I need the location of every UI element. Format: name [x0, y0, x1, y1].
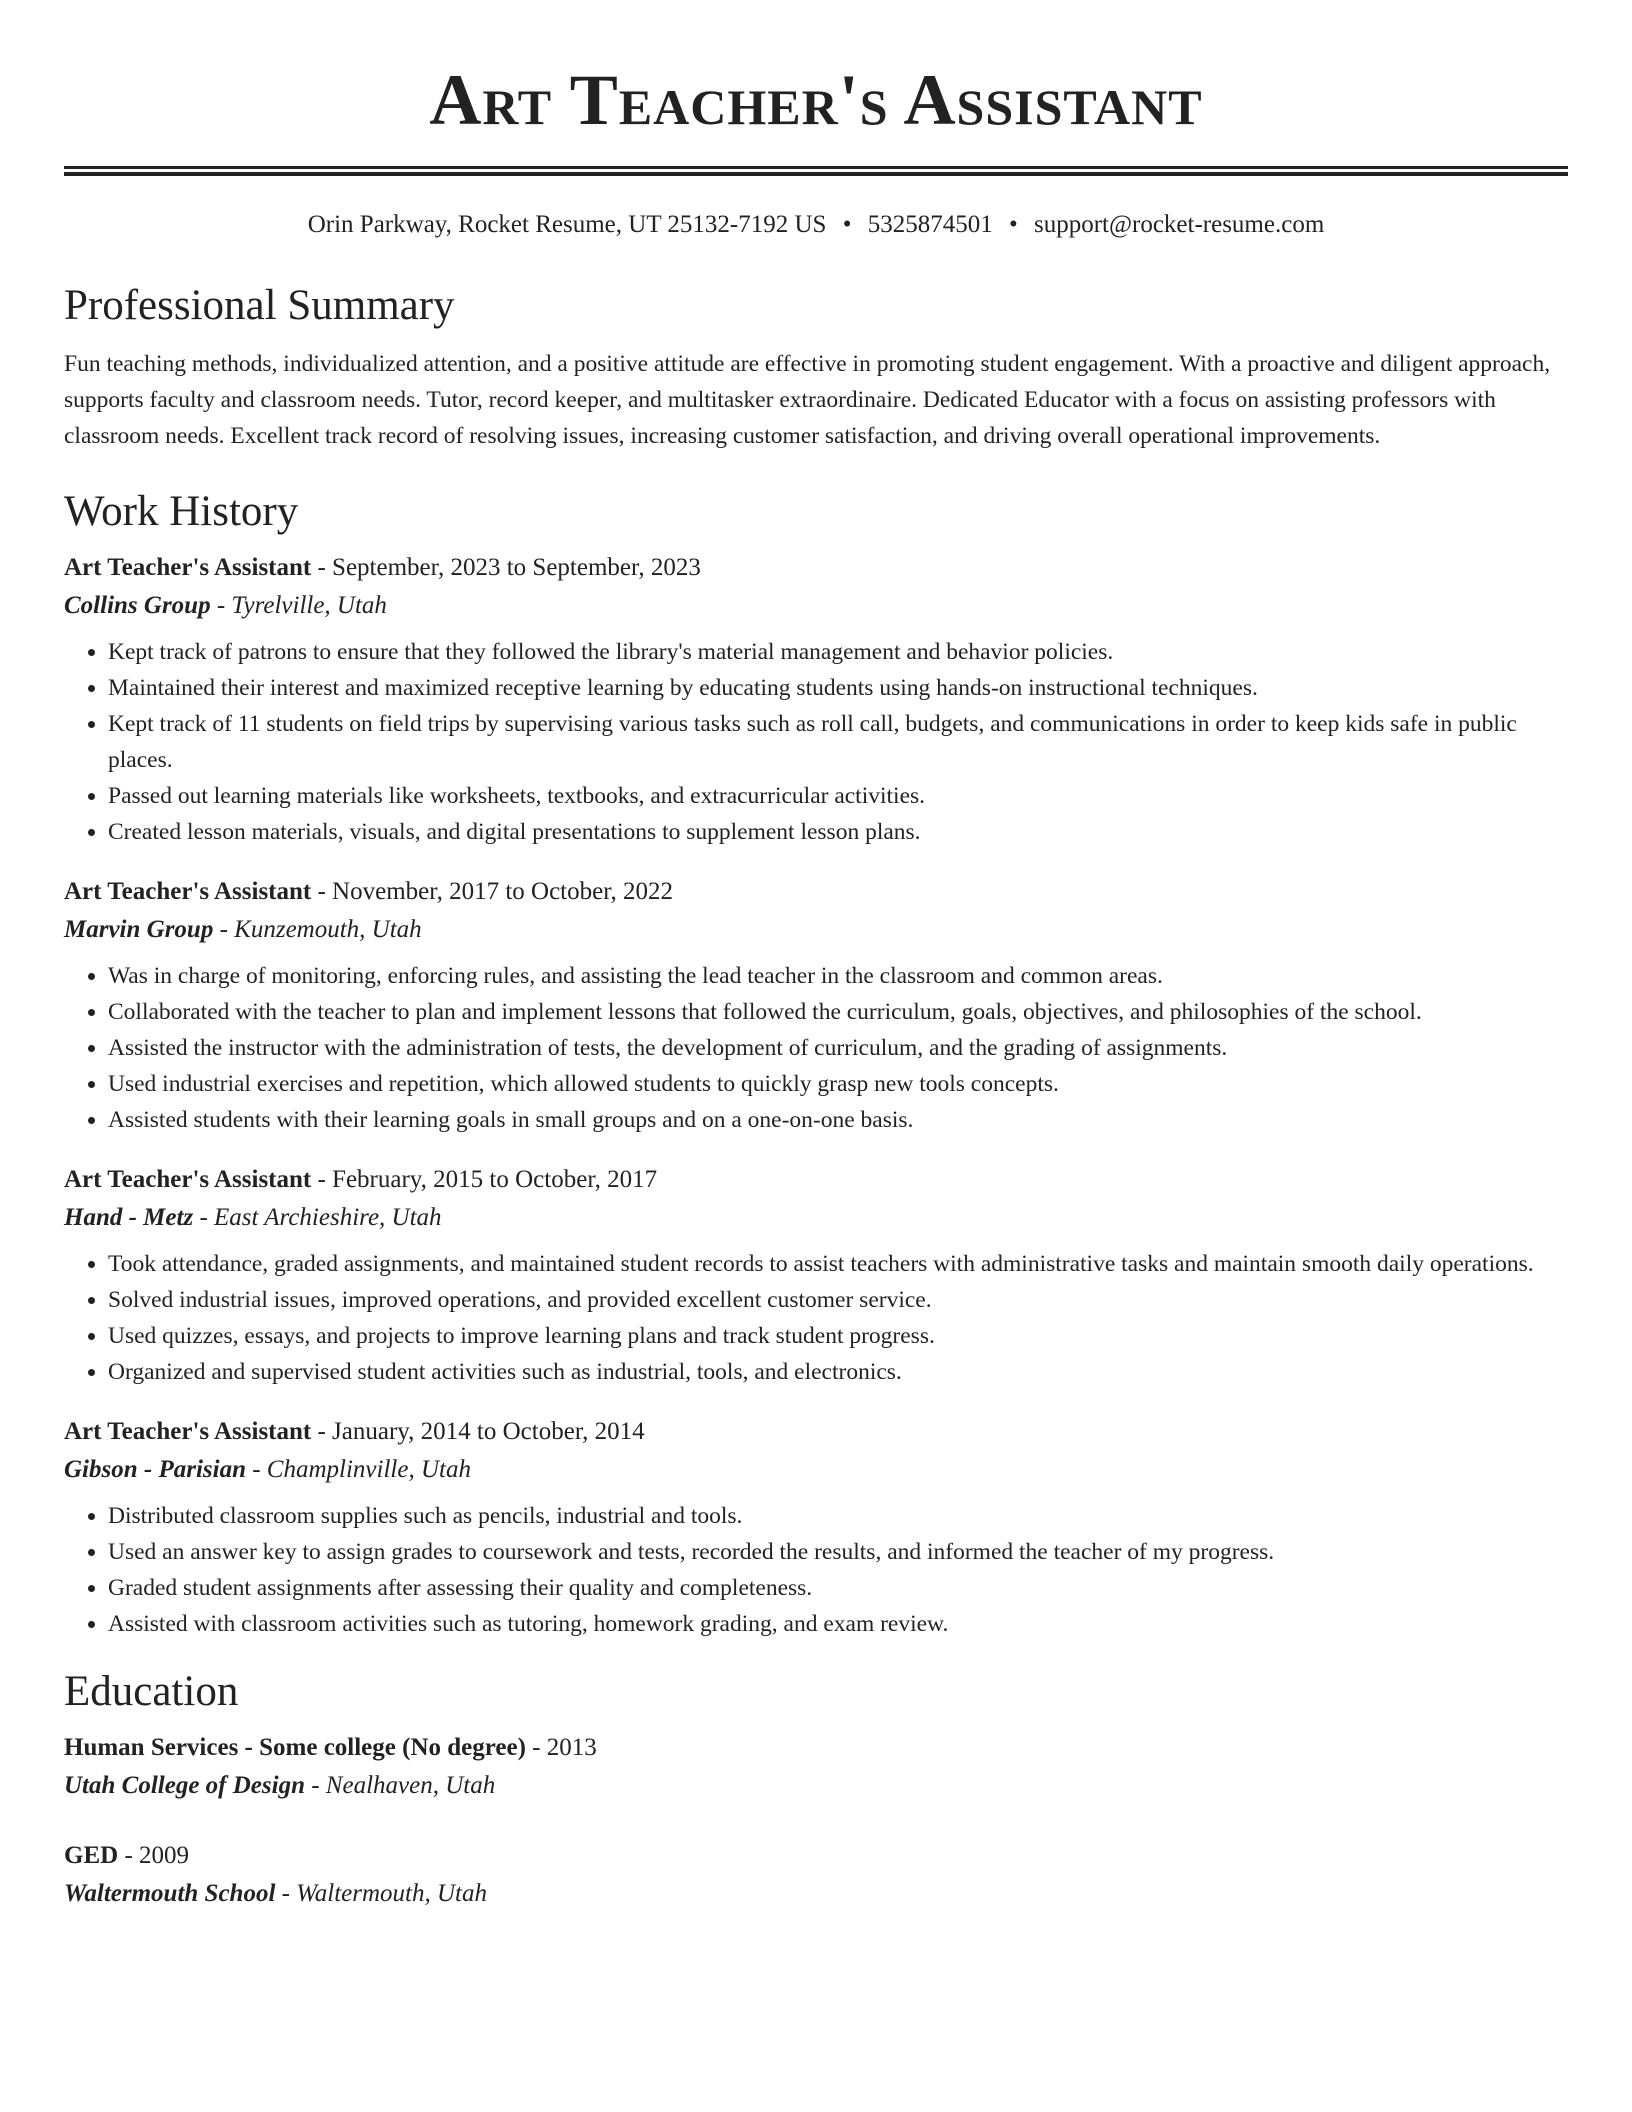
job-company: Gibson - Parisian — [64, 1456, 246, 1483]
education-year: - 2013 — [525, 1734, 597, 1761]
contact-email: support@rocket-resume.com — [1033, 211, 1325, 238]
resume-name: Art Teacher's Assistant — [429, 60, 1203, 140]
job-heading — [64, 1414, 1568, 1450]
job-duty-item: • Assisted the instructor with the administration of tests, the development of curriculum, and the grading of assignments. — [108, 1030, 1568, 1066]
education-school: Utah College of Design — [64, 1772, 305, 1799]
education-school-line — [64, 1766, 1568, 1806]
job-duties-list — [64, 634, 1568, 850]
job-duty-item: • Used industrial exercises and repetition, which allowed students to quickly grasp new tools concepts. — [108, 1066, 1568, 1102]
job-duty-item: • Distributed classroom supplies such as pencils, industrial and tools. — [108, 1498, 1568, 1534]
job-location: - East Archieshire, Utah — [193, 1204, 442, 1231]
job-entry — [64, 874, 1568, 1138]
job-company: Collins Group — [64, 592, 211, 619]
contact-line — [64, 210, 1568, 240]
job-heading — [64, 550, 1568, 586]
job-employer-line — [64, 910, 1568, 950]
job-location: - Tyrelville, Utah — [210, 592, 387, 619]
work-history-list — [64, 550, 1568, 1642]
job-duty-item: • Took attendance, graded assignments, and maintained student records to assist teachers with administrative tasks and maintain smooth daily operations. — [108, 1246, 1568, 1282]
job-duty-item: • Assisted students with their learning goals in small groups and on a one-on-one basis. — [108, 1102, 1568, 1138]
contact-phone: 5325874501 — [867, 211, 993, 238]
education-degree: GED — [64, 1842, 119, 1869]
job-duty-item: • Solved industrial issues, improved operations, and provided excellent customer service. — [108, 1282, 1568, 1318]
job-entry — [64, 550, 1568, 850]
job-duties-list — [64, 1246, 1568, 1390]
job-dates: - January, 2014 to October, 2014 — [311, 1418, 645, 1445]
job-duty-item: • Created lesson materials, visuals, and digital presentations to supplement lesson plans. — [108, 814, 1568, 850]
contact-address: Orin Parkway, Rocket Resume, UT 25132-7192 US — [307, 211, 827, 238]
job-company: Hand - Metz — [64, 1204, 194, 1231]
education-location: - Waltermouth, Utah — [275, 1880, 487, 1907]
job-entry — [64, 1162, 1568, 1390]
job-employer-line — [64, 1198, 1568, 1238]
header-double-rule — [64, 166, 1568, 176]
job-duty-item: • Used quizzes, essays, and projects to improve learning plans and track student progress. — [108, 1318, 1568, 1354]
job-heading — [64, 874, 1568, 910]
education-list — [64, 1730, 1568, 1914]
job-duty-item: • Kept track of 11 students on field trips by supervising various tasks such as roll call, budgets, and communications in order to keep kids safe in public places. — [108, 706, 1568, 778]
job-dates: - February, 2015 to October, 2017 — [311, 1166, 658, 1193]
job-dates: - September, 2023 to September, 2023 — [311, 554, 701, 581]
job-duties-list — [64, 958, 1568, 1138]
job-duty-item: • Collaborated with the teacher to plan and implement lessons that followed the curriculum, goals, objectives, and philosophies of the school. — [108, 994, 1568, 1030]
job-duty-item: • Kept track of patrons to ensure that they followed the library's material management and behavior policies. — [108, 634, 1568, 670]
education-entry — [64, 1838, 1568, 1914]
job-duty-item: • Graded student assignments after assessing their quality and completeness. — [108, 1570, 1568, 1606]
job-title: Art Teacher's Assistant — [64, 878, 312, 905]
job-heading — [64, 1162, 1568, 1198]
contact-separator: • — [1008, 211, 1018, 238]
job-location: - Champlinville, Utah — [245, 1456, 471, 1483]
education-heading-line — [64, 1838, 1568, 1874]
education-heading-line — [64, 1730, 1568, 1766]
job-duty-item: • Maintained their interest and maximized receptive learning by educating students using hands-on instructional techniques. — [108, 670, 1568, 706]
summary-heading: Professional Summary — [64, 282, 455, 329]
education-year: - 2009 — [118, 1842, 190, 1869]
job-dates: - November, 2017 to October, 2022 — [311, 878, 674, 905]
job-employer-line — [64, 586, 1568, 626]
job-duty-item: • Organized and supervised student activities such as industrial, tools, and electronics. — [108, 1354, 1568, 1390]
education-entry — [64, 1730, 1568, 1806]
job-duty-item: • Was in charge of monitoring, enforcing rules, and assisting the lead teacher in the classroom and common areas. — [108, 958, 1568, 994]
job-duty-item: • Assisted with classroom activities such as tutoring, homework grading, and exam review. — [108, 1606, 1568, 1642]
job-entry — [64, 1414, 1568, 1642]
job-company: Marvin Group — [64, 916, 214, 943]
job-duty-item: • Used an answer key to assign grades to coursework and tests, recorded the results, and informed the teacher of my progress. — [108, 1534, 1568, 1570]
work-history-heading: Work History — [64, 488, 299, 535]
job-title: Art Teacher's Assistant — [64, 554, 312, 581]
job-location: - Kunzemouth, Utah — [213, 916, 422, 943]
job-duty-item: • Passed out learning materials like worksheets, textbooks, and extracurricular activities. — [108, 778, 1568, 814]
job-duties-list — [64, 1498, 1568, 1642]
job-title: Art Teacher's Assistant — [64, 1166, 312, 1193]
education-school: Waltermouth School — [64, 1880, 276, 1907]
contact-separator: • — [842, 211, 852, 238]
education-degree: Human Services - Some college (No degree) — [64, 1734, 526, 1761]
education-school-line — [64, 1874, 1568, 1914]
job-employer-line — [64, 1450, 1568, 1490]
education-heading: Education — [64, 1668, 239, 1715]
job-title: Art Teacher's Assistant — [64, 1418, 312, 1445]
summary-text: Fun teaching methods, individualized attention, and a positive attitude are effective in promoting student engagement. With a proactive and diligent approach, supports faculty and classroom needs. Tutor, record keeper, and multitasker extraordinaire. Dedicated Educator with a focus on assisting professors with classroom needs. Excellent track record of resolving issues, increasing customer satisfaction, and driving overall operational improvements. — [64, 351, 1551, 449]
education-location: - Nealhaven, Utah — [304, 1772, 496, 1799]
